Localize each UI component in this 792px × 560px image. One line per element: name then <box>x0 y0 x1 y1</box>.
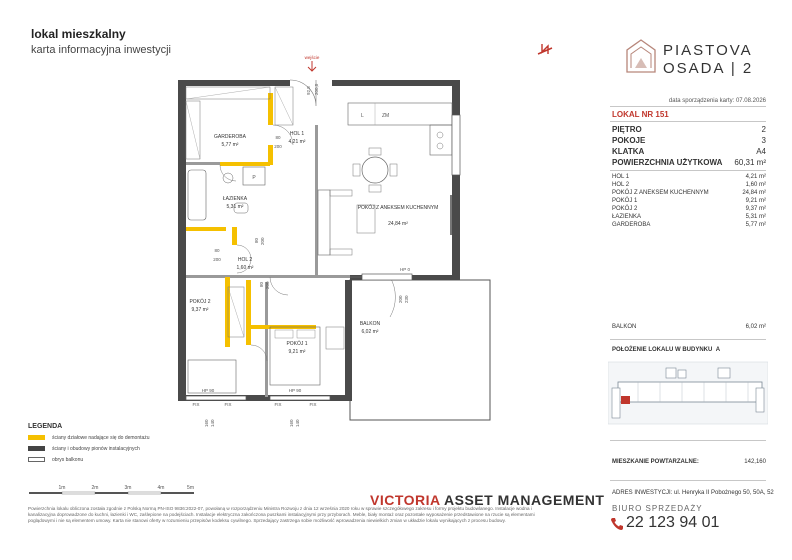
room-name: POKÓJ Z ANEKSEM KUCHENNYM <box>357 205 439 211</box>
investment-address: ADRES INWESTYCJI: ul. Henryka II Pobożnego 50, 50A, 52 <box>612 490 774 496</box>
info-staircase <box>612 147 766 156</box>
balcony-row <box>612 324 766 330</box>
sofa <box>318 190 330 255</box>
door-dim: 200 <box>213 257 221 262</box>
room-row <box>612 190 766 196</box>
info-label: KLATKA <box>612 147 645 156</box>
bed-room1 <box>270 327 320 385</box>
legend-label: obrys balkonu <box>52 457 84 463</box>
logo-text-line1: PIASTOVA <box>663 42 753 59</box>
location-building: A <box>715 347 721 353</box>
door-dim: 80 <box>214 248 220 253</box>
room-area: 9,21 m² <box>288 349 306 355</box>
phone-icon <box>610 517 624 531</box>
room-value: 9,37 m² <box>745 206 766 212</box>
divider <box>610 121 766 122</box>
room-name: GARDEROBA <box>214 134 246 140</box>
bathtub <box>188 170 206 220</box>
legend-swatch <box>28 457 45 462</box>
dining-table <box>362 157 388 183</box>
window-dim: 140 <box>210 419 215 427</box>
north-arrow-icon <box>535 40 555 60</box>
room-area: 1,60 m² <box>236 265 254 271</box>
room-row <box>612 182 766 188</box>
floor-plan <box>150 55 530 435</box>
window-dim: 160 <box>204 419 209 427</box>
room-area: 5,77 m² <box>221 142 239 148</box>
room-value: 9,21 m² <box>745 198 766 204</box>
divider <box>610 480 766 481</box>
room-label: HOL 1 <box>612 174 630 180</box>
balcony-value: 6,02 m² <box>745 324 766 330</box>
room-value: 1,60 m² <box>745 182 766 188</box>
balcony-label: BALKON <box>612 324 637 330</box>
legend-label: ściany działowe nadające się do demontażu <box>52 435 150 441</box>
room-value: 4,21 m² <box>745 174 766 180</box>
info-value: 60,31 m² <box>734 158 766 167</box>
info-rooms <box>612 136 766 145</box>
divider <box>610 170 766 171</box>
room-label: POKÓJ 2 <box>612 206 638 212</box>
divider <box>610 339 766 340</box>
door-dim: 200 <box>260 237 265 245</box>
room-value: 5,77 m² <box>745 222 766 228</box>
brand-accent: VICTORIA <box>370 492 441 508</box>
fix-label: FIX <box>192 402 200 407</box>
room-row <box>612 206 766 212</box>
date-note: data sporządzenia karty: 07.08.2026 <box>668 98 766 104</box>
room-name: HOL 1 <box>289 131 305 137</box>
legend-swatch <box>28 435 45 440</box>
window-dim: 160 <box>289 419 294 427</box>
entrance-arrow-icon <box>308 61 316 71</box>
room-row <box>612 174 766 180</box>
door-dim: 80 <box>259 281 264 287</box>
repeatable-value: 142,160 <box>744 459 766 465</box>
repeatable-label: MIESZKANIE POWTARZALNE: <box>612 459 699 465</box>
room-area: 24,84 m² <box>388 221 408 227</box>
toilet <box>223 173 233 183</box>
brand-logo <box>625 38 775 78</box>
room-name: BALKON <box>359 321 381 327</box>
room-label: HOL 2 <box>612 182 630 188</box>
room-value: 5,31 m² <box>745 214 766 220</box>
divider <box>610 440 766 441</box>
door-dim: 80 <box>254 237 259 243</box>
room-label: POKÓJ Z ANEKSEM KUCHENNYM <box>612 190 709 196</box>
info-value: 3 <box>761 136 766 145</box>
info-value: A4 <box>756 147 766 156</box>
shaft-mark: P <box>252 175 256 181</box>
info-value: 2 <box>761 125 766 134</box>
brand-rest: ASSET MANAGEMENT <box>444 492 605 508</box>
door-dim: 200 <box>274 144 282 149</box>
legend-label: ściany i obudowy pionów instalacyjnych <box>52 446 140 452</box>
room-name: POKÓJ 1 <box>286 341 308 347</box>
entrance-dim: 200,0 <box>314 83 319 95</box>
unit-number: LOKAL NR 151 <box>612 110 669 119</box>
room-label: POKÓJ 1 <box>612 198 638 204</box>
scale-tick: 4m <box>157 485 165 491</box>
sales-phone[interactable]: 22 123 94 01 <box>626 514 720 531</box>
room-area: 6,02 m² <box>361 329 379 335</box>
room-name: HOL 2 <box>237 257 253 263</box>
unit-highlight <box>621 396 630 404</box>
window-dim: 140 <box>295 419 300 427</box>
building-location-map <box>608 358 768 428</box>
entrance-dim: 92,8 <box>306 86 311 95</box>
fix-label: FIX <box>274 402 282 407</box>
fix-label: FIX <box>224 402 232 407</box>
divider <box>610 106 766 107</box>
room-area: 4,21 m² <box>288 139 306 145</box>
sales-office-label: BIURO SPRZEDAŻY <box>612 504 703 513</box>
room-name: ŁAZIENKA <box>222 196 248 202</box>
location-label-text: POŁOŻENIE LOKALU W BUDYNKU <box>612 347 713 353</box>
info-floor <box>612 125 766 134</box>
hp-label: HP 0 <box>400 267 410 272</box>
room-label: GARDEROBA <box>612 222 651 228</box>
roof-house-logo-icon <box>625 38 657 74</box>
logo-text-line2: OSADA | 2 <box>663 60 754 77</box>
legend-title: LEGENDA <box>28 423 63 430</box>
info-usable-area <box>612 158 766 167</box>
room-label: ŁAZIENKA <box>612 214 642 220</box>
entrance-door <box>290 80 316 106</box>
scale-tick: 3m <box>124 485 132 491</box>
room-value: 24,84 m² <box>742 190 766 196</box>
balcony-area <box>350 280 490 420</box>
room-area: 5,31 m² <box>226 204 244 210</box>
legal-disclaimer: Powierzchnia lokalu obliczona została zgodnie z Polską Normą PN-ISO 9836:2022-07, powołaną w rozporządzeniu Ministra Rozwoju z dnia 12 września 2020 roku w sprawie szczegółowego zakresu i formy projektu budowlanego. Instalacje wodna i kanalizacyjna doprowadzone do kuchni, łazienki i WC, zaślepione na podejściach. Instalacje elektryczna zakończona puszkami instalacyjnymi przy przyborach. Meble, biały montaż oraz pozostałe wyposażenie przedstawione na rzucie są elementami poglądowymi i nie są elementem umowy. Karta nie stanowi oferty w rozumieniu przepisów kodeksu cywilnego. Sprzedający zastrzega sobie możliwość wprowadzenia niewielkich zmian w układzie lokalu wynikających z procesu budowy. <box>28 506 535 523</box>
dishwasher-mark: ZM <box>382 113 390 119</box>
scale-tick: 2m <box>91 485 99 491</box>
balcony-door-dim: 200 <box>398 295 403 303</box>
fix-label: FIX <box>309 402 317 407</box>
scale-bar <box>28 484 198 496</box>
room-name: POKÓJ 2 <box>189 299 211 305</box>
info-label: PIĘTRO <box>612 125 642 134</box>
scale-tick: 5m <box>187 485 194 491</box>
doc-title: lokal mieszkalny <box>31 27 126 41</box>
door-dim: 80 <box>275 135 281 140</box>
scale-tick: 1m <box>58 485 66 491</box>
room-row <box>612 222 766 228</box>
room-area: 9,37 m² <box>191 307 209 313</box>
hp-label: HP 90 <box>288 388 302 393</box>
balcony-door-dim: 230 <box>404 295 409 303</box>
entrance-label: wejście <box>304 55 320 60</box>
room-row <box>612 214 766 220</box>
door-dim: 200 <box>265 281 270 289</box>
sink-mark: L <box>361 113 364 119</box>
doc-subtitle: karta informacyjna inwestycji <box>31 44 171 56</box>
location-label <box>612 347 720 353</box>
info-label: POKOJE <box>612 136 646 145</box>
repeatable-row <box>612 459 766 465</box>
room-row <box>612 198 766 204</box>
legend-swatch <box>28 446 45 451</box>
hp-label: HP 90 <box>201 388 215 393</box>
info-label: POWIERZCHNIA UŻYTKOWA <box>612 158 723 167</box>
